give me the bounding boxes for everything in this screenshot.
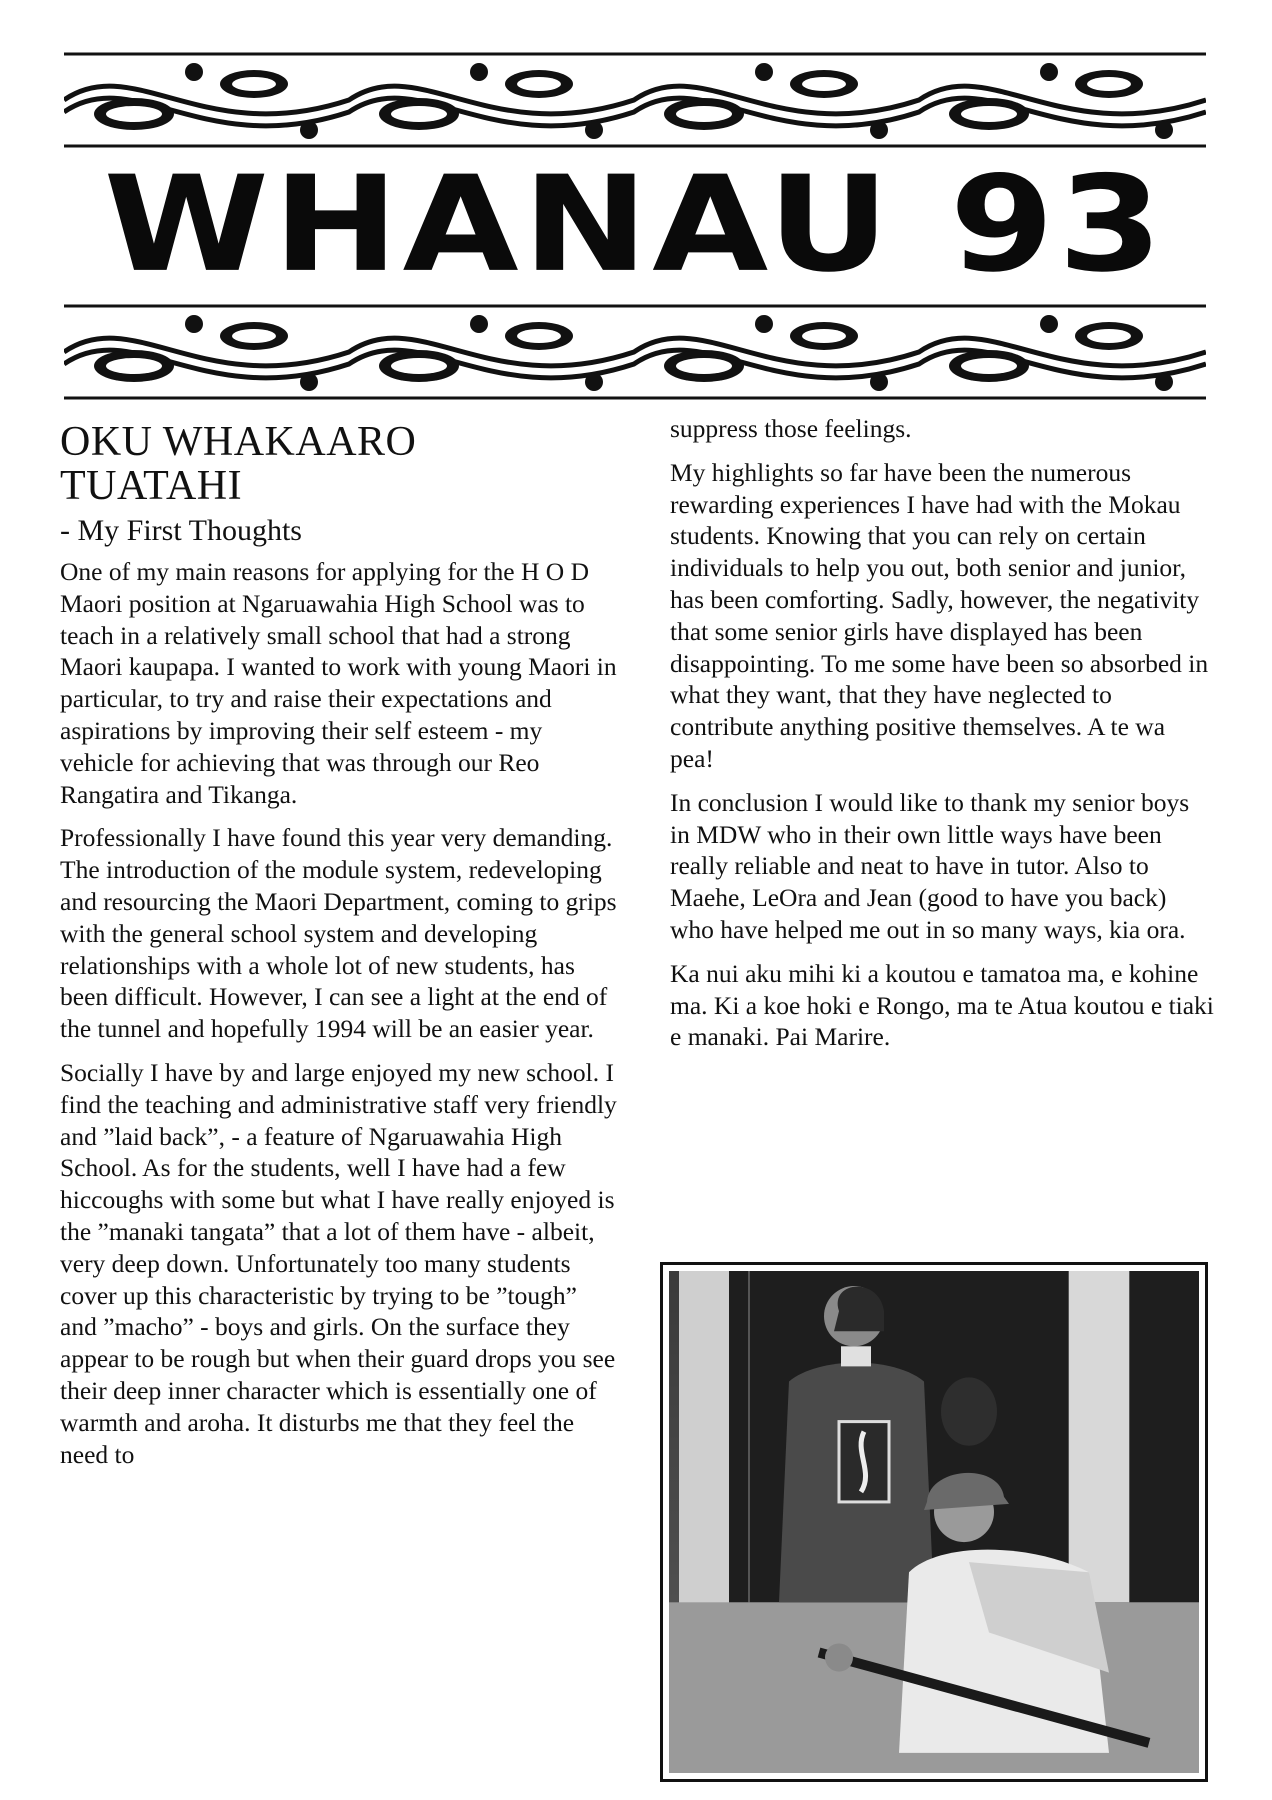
article-left-column bbox=[60, 420, 620, 1482]
article-heading-line1: OKU WHAKAARO bbox=[60, 419, 417, 465]
paragraph-reasons: One of my main reasons for applying for the H O D Maori position at Ngaruawahia High School was to teach in a relatively small school that had a strong Maori kaupapa. I wanted to work with young Maori in particular, to try and raise their expectations and aspirations by improving their self esteem - my vehicle for achieving that was through our Reo Rangatira and Tikanga. bbox=[60, 557, 617, 809]
paragraph-socially: Socially I have by and large enjoyed my new school. I find the teaching and administrative staff very friendly and ”laid back”, - a feature of Ngaruawahia High School. As for the students, well I have had a few hiccoughs with some but what I have really enjoyed is the ”manaki tangata” that a lot of them have - albeit, very deep down. Unfortunately too many students cover up this characteristic by trying to be ”tough” and ”macho” - boys and girls. On the surface they appear to be rough but when their guard drops you see their deep inner character which is essentially one of warmth and aroha. It disturbs me that they feel the need to bbox=[60, 1057, 617, 1469]
article-right-column bbox=[670, 413, 1215, 1065]
article-subheading: - My First Thoughts bbox=[60, 514, 302, 547]
paragraph-highlights: My highlights so far have been the numerous rewarding experiences I have had with the Mokau students. Knowing that you can rely on certain individuals to help you out, both senior and junior, has been comforting. Sadly, however, the negativity that some senior girls have displayed has been disappointing. To me some have been so absorbed in what they want, that they have neglected to contribute anything positive themselves. A te wa pea! bbox=[670, 457, 1209, 773]
paragraph-closing-mihi: Ka nui aku mihi ki a koutou e tamatoa ma, e kohine ma. Ki a koe hoki e Rongo, ma te Atua koutou e tiaki e manaki. Pai Marire. bbox=[670, 958, 1214, 1052]
paragraph-continuation: suppress those feelings. bbox=[670, 414, 912, 443]
paragraph-conclusion: In conclusion I would like to thank my senior boys in MDW who in their own little ways have been really reliable and neat to have in tutor. Also to Maehe, LeOra and Jean (good to have you back) who have helped me out in so many ways, kia ora. bbox=[670, 787, 1190, 944]
kowhaiwhai-border-bottom bbox=[64, 304, 1206, 400]
article-heading bbox=[60, 420, 620, 508]
kowhaiwhai-border-top bbox=[64, 52, 1206, 148]
photo-frame bbox=[660, 1262, 1208, 1782]
article-heading-line2: TUATAHI bbox=[60, 463, 243, 509]
photo-students-award bbox=[669, 1271, 1199, 1773]
masthead-title: WHANAU 93 bbox=[103, 148, 1167, 302]
paragraph-professionally: Professionally I have found this year very demanding. The introduction of the module system, redeveloping and resourcing the Maori Department, coming to grips with the general school system and developing relationships with a whole lot of new students, has been difficult. However, I can see a light at the end of the tunnel and hopefully 1994 will be an easier year. bbox=[60, 823, 617, 1044]
